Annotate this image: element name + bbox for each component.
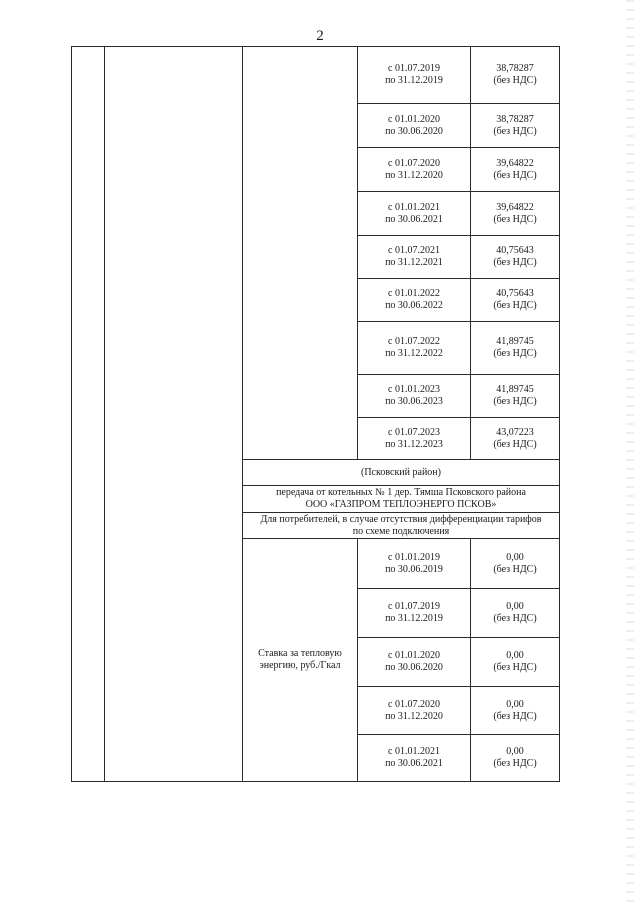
period-cell: с 01.01.2020 по 30.06.2020 xyxy=(385,113,443,137)
value-cell: 38,78287 (без НДС) xyxy=(493,113,537,137)
value-cell: 43,07223 (без НДС) xyxy=(493,426,537,450)
period-cell: с 01.01.2023 по 30.06.2023 xyxy=(385,384,443,407)
rate-label: Ставка за тепловую энергию, руб./Гкал xyxy=(258,648,342,671)
value-cell: 0,00 (без НДС) xyxy=(493,551,537,575)
period-cell: с 01.01.2022 по 30.06.2022 xyxy=(385,288,443,311)
value-cell: 0,00 (без НДС) xyxy=(493,650,537,673)
value-cell: 0,00 (без НДС) xyxy=(493,746,537,769)
period-cell: с 01.01.2021 по 30.06.2021 xyxy=(385,746,443,769)
table-left-border xyxy=(71,46,72,782)
value-cell: 0,00 (без НДС) xyxy=(493,601,537,624)
period-cell: с 01.01.2020 по 30.06.2020 xyxy=(385,650,443,673)
consumers-heading: Для потребителей, в случае отсутствия дифференциации тарифов по схеме подключения xyxy=(260,513,542,537)
value-cell: 39,64822 (без НДС) xyxy=(493,201,537,225)
period-cell: с 01.01.2019 по 30.06.2019 xyxy=(385,551,443,575)
period-cell: с 01.07.2021 по 31.12.2021 xyxy=(385,245,443,268)
period-cell: с 01.07.2023 по 31.12.2023 xyxy=(385,426,443,450)
value-cell: 40,75643 (без НДС) xyxy=(493,288,537,311)
value-cell: 40,75643 (без НДС) xyxy=(493,245,537,268)
value-cell: 39,64822 (без НДС) xyxy=(493,157,537,181)
value-cell: 38,78287 (без НДС) xyxy=(493,63,537,86)
period-cell: с 01.01.2021 по 30.06.2021 xyxy=(385,201,443,225)
district-heading: (Псковский район) xyxy=(361,466,441,478)
period-cell: с 01.07.2022 по 31.12.2022 xyxy=(385,336,443,359)
value-cell: 41,89745 (без НДС) xyxy=(493,384,537,407)
value-cell: 0,00 (без НДС) xyxy=(493,698,537,722)
period-cell: с 01.07.2020 по 31.12.2020 xyxy=(385,157,443,181)
table-right-border xyxy=(559,46,560,782)
period-cell: с 01.07.2019 по 31.12.2019 xyxy=(385,63,443,86)
column-divider xyxy=(104,46,105,782)
period-cell: с 01.07.2020 по 31.12.2020 xyxy=(385,698,443,722)
scan-edge-artifact xyxy=(626,0,634,905)
table-bottom-border xyxy=(71,781,560,782)
transfer-heading: передача от котельных № 1 дер. Тямша Псковского района ООО «ГАЗПРОМ ТЕПЛОЭНЕРГО ПСКОВ» xyxy=(276,487,526,510)
value-cell: 41,89745 (без НДС) xyxy=(493,336,537,359)
page-number: 2 xyxy=(316,28,324,44)
period-cell: с 01.07.2019 по 31.12.2019 xyxy=(385,601,443,624)
